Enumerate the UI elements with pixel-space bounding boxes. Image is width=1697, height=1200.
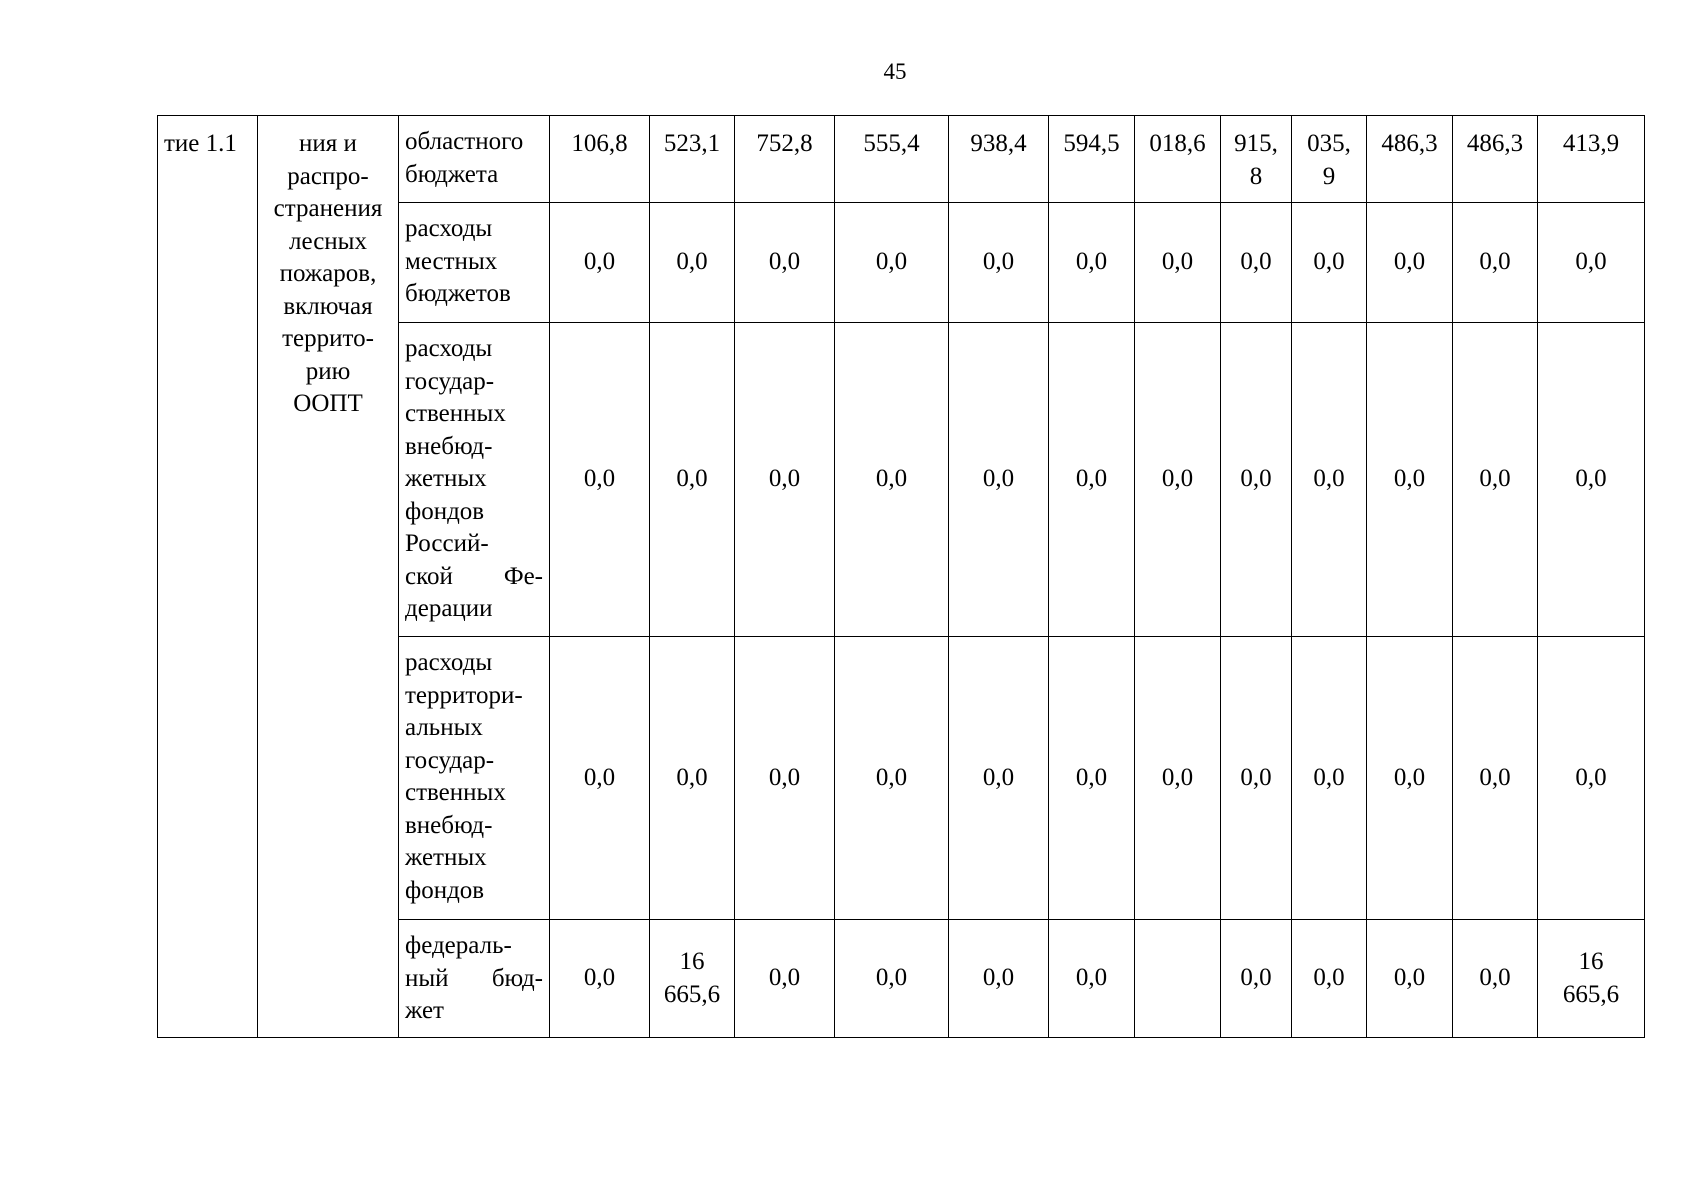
value-cell: 0,0 xyxy=(1538,323,1645,637)
funding-source-label xyxy=(399,323,550,637)
value-cell: 0,0 xyxy=(1135,637,1221,920)
value-cell: 0,0 xyxy=(735,323,835,637)
label-line: дерации xyxy=(405,595,493,622)
value-cell: 0,0 xyxy=(1049,323,1135,637)
value-cell: 0,0 xyxy=(1367,323,1453,637)
value-cell: 523,1 xyxy=(650,116,735,203)
value-cell: 0,0 xyxy=(949,637,1049,920)
value-cell: 555,4 xyxy=(835,116,949,203)
value-cell: 0,0 xyxy=(550,637,650,920)
value-cell: 0,0 xyxy=(650,323,735,637)
label-line: внебюд- xyxy=(405,432,493,460)
value-cell: 035, 9 xyxy=(1292,116,1367,203)
value-cell: 0,0 xyxy=(1221,920,1292,1038)
label-line: ской Фе- xyxy=(405,562,543,590)
value-cell xyxy=(1135,920,1221,1038)
label-line: Россий- xyxy=(405,530,489,557)
budget-table xyxy=(157,115,1645,1038)
value-cell: 594,5 xyxy=(1049,116,1135,203)
value-cell: 0,0 xyxy=(1367,203,1453,323)
value-cell: 0,0 xyxy=(835,323,949,637)
value-cell: 0,0 xyxy=(1049,637,1135,920)
label-line: федераль- xyxy=(405,932,512,959)
value-cell: 0,0 xyxy=(1292,203,1367,323)
value-cell: 0,0 xyxy=(1292,323,1367,637)
value-cell: 0,0 xyxy=(1453,637,1538,920)
value-cell: 0,0 xyxy=(1292,637,1367,920)
value-cell: 0,0 xyxy=(1453,920,1538,1038)
table-row xyxy=(158,116,1645,203)
value-cell: 0,0 xyxy=(1049,920,1135,1038)
label-line: государ- xyxy=(405,367,495,395)
value-cell: 018,6 xyxy=(1135,116,1221,203)
value-cell: 0,0 xyxy=(1453,203,1538,323)
value-cell: 0,0 xyxy=(1367,920,1453,1038)
value-cell: 16 665,6 xyxy=(1538,920,1645,1038)
funding-source-label: расходы территори- альных государ- ственных внебюд- жетных фондов xyxy=(399,637,550,920)
value-cell: 0,0 xyxy=(949,920,1049,1038)
value-cell: 0,0 xyxy=(1221,203,1292,323)
value-cell: 0,0 xyxy=(1292,920,1367,1038)
value-cell: 0,0 xyxy=(1453,323,1538,637)
value-cell: 0,0 xyxy=(1538,203,1645,323)
value-cell: 0,0 xyxy=(650,637,735,920)
activity-name-cell: ния и распро- странения лесных пожаров, включая террито- рию ООПТ xyxy=(258,116,399,1038)
value-cell: 486,3 xyxy=(1367,116,1453,203)
label-line: ственных xyxy=(405,400,506,427)
page-number: 45 xyxy=(883,59,907,84)
value-cell: 752,8 xyxy=(735,116,835,203)
value-cell: 16 665,6 xyxy=(650,920,735,1038)
value-cell: 0,0 xyxy=(735,920,835,1038)
label-line: жетных xyxy=(405,465,487,492)
value-cell: 0,0 xyxy=(550,203,650,323)
value-cell: 938,4 xyxy=(949,116,1049,203)
value-cell: 915, 8 xyxy=(1221,116,1292,203)
value-cell: 0,0 xyxy=(1221,637,1292,920)
value-cell: 106,8 xyxy=(550,116,650,203)
value-cell: 0,0 xyxy=(949,203,1049,323)
value-cell: 0,0 xyxy=(550,920,650,1038)
label-line: фондов xyxy=(405,497,485,525)
funding-source-label xyxy=(399,920,550,1038)
value-cell: 0,0 xyxy=(1135,323,1221,637)
value-cell: 486,3 xyxy=(1453,116,1538,203)
value-cell: 0,0 xyxy=(1135,203,1221,323)
value-cell: 0,0 xyxy=(1367,637,1453,920)
label-line: расходы xyxy=(405,335,493,362)
value-cell: 0,0 xyxy=(1049,203,1135,323)
label-line: ный бюд- xyxy=(405,964,543,992)
funding-source-label: расходы местных бюджетов xyxy=(399,203,550,323)
value-cell: 0,0 xyxy=(650,203,735,323)
funding-source-label: областного бюджета xyxy=(399,116,550,203)
value-cell: 0,0 xyxy=(550,323,650,637)
value-cell: 0,0 xyxy=(835,920,949,1038)
value-cell: 0,0 xyxy=(949,323,1049,637)
value-cell: 0,0 xyxy=(1538,637,1645,920)
value-cell: 0,0 xyxy=(1221,323,1292,637)
activity-number-cell: тие 1.1 xyxy=(158,116,258,1038)
value-cell: 0,0 xyxy=(835,637,949,920)
value-cell: 0,0 xyxy=(835,203,949,323)
value-cell: 0,0 xyxy=(735,637,835,920)
value-cell: 413,9 xyxy=(1538,116,1645,203)
label-line: жет xyxy=(405,997,444,1024)
value-cell: 0,0 xyxy=(735,203,835,323)
